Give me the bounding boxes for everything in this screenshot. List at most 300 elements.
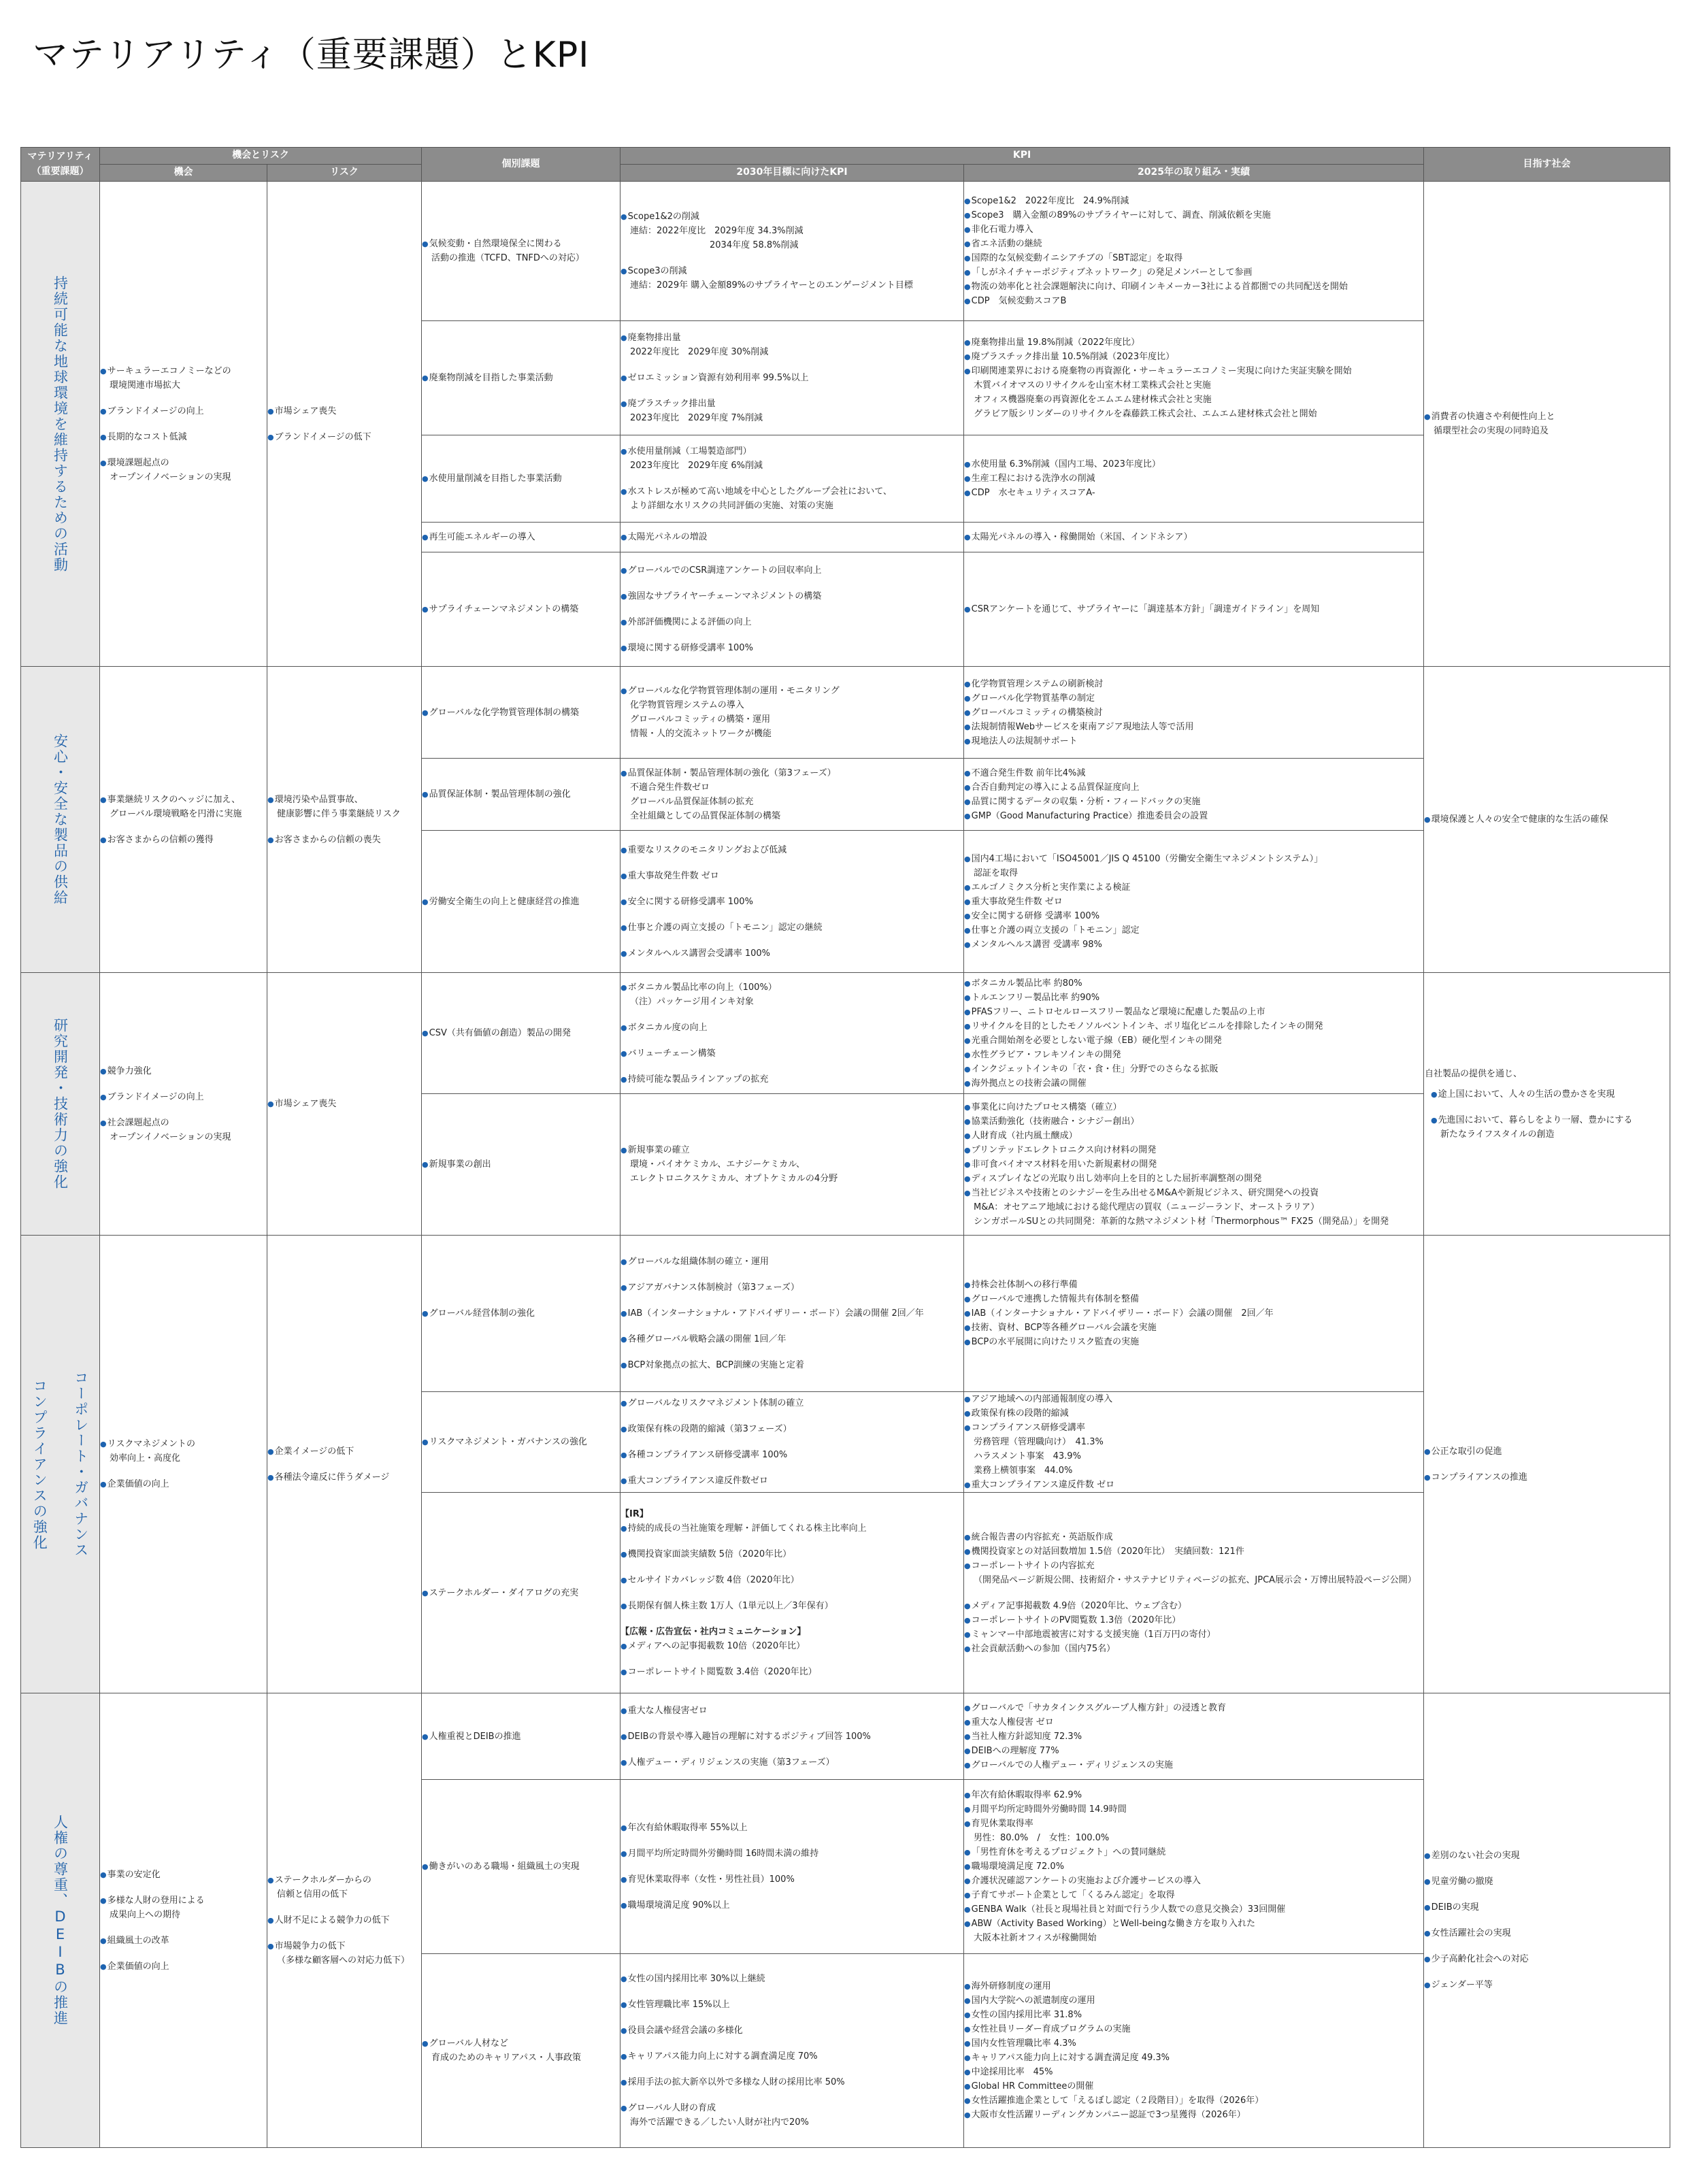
list-item: ● 長期的なコスト低減 <box>100 430 267 444</box>
list-item-subline: 循環型社会の実現の同時追及 <box>1434 426 1549 436</box>
society-cell <box>1424 1693 1670 2148</box>
kpi-2025-cell <box>964 1780 1424 1954</box>
spacer <box>100 1882 267 1893</box>
list-item-subline: シンガポールSUとの共同開発：革新的な熱マネジメント材「Thermorphous™ FX25（開発品）」を開発 <box>974 1217 1389 1227</box>
list-item: ● 政策保有株の段階的縮減 <box>964 1406 1423 1421</box>
kpi-heading-ir: 【IR】 <box>620 1508 648 1519</box>
list-item-subline: 効率向上・高度化 <box>110 1453 181 1463</box>
list-item: ● 水使用量削減を目指した事業活動 <box>422 471 620 486</box>
list-item: ● 光重合開始剤を必要としない電子線（EB）硬化型インキの開発 <box>964 1033 1423 1048</box>
list-item-subline: 不適合発生件数ゼロ <box>630 782 710 793</box>
list-item: ● メディア記事掲載数 4.9倍（2020年比、ウェブ含む） <box>964 1599 1423 1613</box>
kpi-2030-cell <box>620 1693 964 1780</box>
list-item: ● 中途採用比率 45% <box>964 2065 1423 2079</box>
society-cell <box>1424 1236 1670 1693</box>
list-item: ● CSV（共有価値の創造）製品の開発 <box>422 1026 620 1040</box>
list-item: ● 品質保証体制・製品管理体制の強化（第3フェーズ） <box>620 766 963 780</box>
list-item: ● 女性社員リーダー育成プログラムの実施 <box>964 2022 1423 2036</box>
list-item: ● コンプライアンス研修受講率 <box>964 1421 1423 1435</box>
list-item-subline: （注）パッケージ用インキ対象 <box>630 996 754 1007</box>
list-item: ● 現地法人の法規制サポート <box>964 734 1423 748</box>
list-item: ● 国内女性管理職比率 4.3% <box>964 2036 1423 2051</box>
header-kpi-2025: 2025年の取り組み・実績 <box>964 165 1424 182</box>
list-item: ● 当社人権方針認知度 72.3% <box>964 1730 1423 1744</box>
list-item: ● グローバル人財の育成 <box>620 2101 963 2115</box>
list-item-subline: 情報・人的交流ネットワークが機能 <box>630 729 772 739</box>
list-item: ● グローバル経営体制の強化 <box>422 1306 620 1321</box>
spacer <box>100 1466 267 1477</box>
list-item: ● 不適合発生件数 前年比4%減 <box>964 766 1423 780</box>
list-item: ● 廃プラスチック排出量 <box>620 397 963 411</box>
kpi-2025-cell <box>964 1954 1424 2148</box>
kpi-2025-cell <box>964 1094 1424 1236</box>
list-item: ● 海外研修制度の運用 <box>964 1979 1423 1993</box>
spacer <box>100 444 267 456</box>
list-item: ● 多様な人財の登用による <box>100 1893 267 1908</box>
list-item-subline: 木質バイオマスのリサイクルを山室木材工業株式会社と実施 <box>974 380 1211 391</box>
list-item-subline: 業務上横領事案 44.0% <box>974 1466 1073 1476</box>
kpi-2030-cell <box>620 321 964 435</box>
list-item: ● グローバルコミッティの構築検討 <box>964 706 1423 720</box>
list-item: ● 品質に関するデータの収集・分析・フィードバックの実施 <box>964 795 1423 809</box>
list-item: ● 環境汚染や品質事故、 <box>267 793 421 807</box>
spacer <box>100 1922 267 1934</box>
kpi-2025-cell <box>964 1693 1424 1780</box>
kpi-2025-cell <box>964 831 1424 973</box>
list-item: ● ステークホルダーからの <box>267 1873 421 1887</box>
list-item: ● ジェンダー平等 <box>1424 1978 1670 1992</box>
list-item: ● エルゴノミクス分析と実作業による検証 <box>964 880 1423 895</box>
spacer <box>620 883 963 895</box>
spacer <box>620 1462 963 1474</box>
opportunity-cell <box>100 1236 267 1693</box>
list-item: ● ミャンマー中部地震被害に対する支援実施（1百万円の寄付） <box>964 1627 1423 1642</box>
list-item: ● CSRアンケートを通じて、サプライヤーに「調達基本方針」「調達ガイドライン」を周知 <box>964 602 1423 616</box>
kpi-2030-cell <box>620 552 964 667</box>
list-item: ● 「しがネイチャーポジティブネットワーク」の発足メンバーとして参画 <box>964 265 1423 280</box>
spacer <box>620 1561 963 1573</box>
list-item: ● 女性管理職比率 15%以上 <box>620 1998 963 2012</box>
list-item: ● 重大コンプライアンス違反件数ゼロ <box>620 1474 963 1488</box>
issue-cell <box>422 1954 620 2148</box>
materiality-cell <box>21 182 100 667</box>
spacer <box>620 2089 963 2101</box>
list-item: ● 廃棄物削減を目指した事業活動 <box>422 371 620 385</box>
kpi-2030-cell <box>620 973 964 1094</box>
risk-cell <box>267 1693 422 2148</box>
list-item: ● セルサイドカバレッジ数 4倍（2020年比） <box>620 1573 963 1587</box>
list-item: ● 環境課題起点の <box>100 456 267 470</box>
materiality-cell <box>21 1693 100 2148</box>
list-item: ● コーポレートサイトの内容拡充 <box>964 1559 1423 1573</box>
kpi-2030-cell <box>620 523 964 552</box>
list-item: ● 長期保有個人株主数 1万人（1単元以上／3年保有） <box>620 1599 963 1613</box>
risk-cell <box>267 1236 422 1693</box>
list-item: ● コーポレートサイト閲覧数 3.4倍（2020年比） <box>620 1665 963 1679</box>
list-item: ● 育児休業取得率 <box>964 1817 1423 1831</box>
list-item: ● 組織風土の改革 <box>100 1934 267 1948</box>
list-item: ● リスクマネジメント・ガバナンスの強化 <box>422 1435 620 1449</box>
list-item: ● サプライチェーンマネジメントの構築 <box>422 602 620 616</box>
list-item: ● コーポレートサイトのPV閲覧数 1.3倍（2020年比） <box>964 1613 1423 1627</box>
list-item-subline: 2023年度比 2029年度 6%削減 <box>630 461 763 471</box>
list-item: ● 廃プラスチック排出量 10.5%削減（2023年度比） <box>964 350 1423 364</box>
kpi-2025-cell <box>964 552 1424 667</box>
list-item: ● 重大コンプライアンス違反件数 ゼロ <box>964 1478 1423 1492</box>
list-item-subline: 活動の推進（TCFD、TNFDへの対応） <box>431 253 584 263</box>
spacer <box>1424 1966 1670 1978</box>
header-opportunity: 機会 <box>100 165 267 182</box>
list-item: ● 省エネ活動の継続 <box>964 237 1423 251</box>
risk-cell <box>267 667 422 973</box>
list-item: ● 仕事と介護の両立支援の「トモニン」認定 <box>964 923 1423 938</box>
list-item: ● グローバルな組織体制の確立・運用 <box>620 1255 963 1269</box>
list-item: ● 労働安全衛生の向上と健康経営の推進 <box>422 895 620 909</box>
list-item: ● 重大な人権侵害ゼロ <box>620 1704 963 1718</box>
spacer <box>620 1744 963 1755</box>
list-item: ● BCPの水平展開に向けたリスク監査の実施 <box>964 1335 1423 1349</box>
list-item: ● 仕事と介護の両立支援の「トモニン」認定の継続 <box>620 921 963 935</box>
list-item: ● ボタニカル製品比率 約80% <box>964 976 1423 991</box>
opportunity-cell <box>100 182 267 667</box>
list-item: ● 非可食バイオマス材料を用いた新規素材の開発 <box>964 1157 1423 1172</box>
list-item: ● キャリアパス能力向上に対する調査満足度 49.3% <box>964 2051 1423 2065</box>
spacer <box>620 578 963 589</box>
list-item: ● 持続可能な製品ラインアップの拡充 <box>620 1072 963 1087</box>
list-item: ● トルエンフリー製品比率 約90% <box>964 991 1423 1005</box>
header-opp-risk: 機会とリスク <box>100 148 422 165</box>
list-item: ● 各種コンプライアンス研修受講率 100% <box>620 1448 963 1462</box>
list-item: ● コンプライアンスの推進 <box>1424 1470 1670 1485</box>
society-cell <box>1424 667 1670 973</box>
spacer <box>1424 1863 1670 1874</box>
list-item: ● 人財育成（社内風土醸成） <box>964 1129 1423 1143</box>
list-item: ● 物流の効率化と社会課題解決に向け、印刷インキメーカー3社による首都圏での共同配送を開始 <box>964 280 1423 294</box>
header-issue: 個別課題 <box>422 148 620 182</box>
spacer <box>620 385 963 397</box>
list-item: ● 強固なサプライヤーチェーンマネジメントの構築 <box>620 589 963 603</box>
list-item: ● メンタルヘルス講習会受講率 100% <box>620 946 963 961</box>
spacer <box>1424 1915 1670 1926</box>
list-item: ● 海外拠点との技術会議の開催 <box>964 1076 1423 1091</box>
list-item: ● 女性の国内採用比率 30%以上継続 <box>620 1972 963 1986</box>
spacer <box>620 359 963 371</box>
kpi-2030-cell <box>620 667 964 759</box>
materiality-label: コーポレート・ガバナンス <box>72 1370 89 1558</box>
list-item-subline: 認証を取得 <box>974 867 1019 878</box>
list-item: ● 育児休業取得率（女性・男性社員）100% <box>620 1872 963 1887</box>
list-item: ● 環境に関する研修受講率 100% <box>620 641 963 655</box>
spacer <box>620 1436 963 1448</box>
list-item: ● サーキュラーエコノミーなどの <box>100 364 267 378</box>
list-item: ● Scope3 購入金額の89%のサプライヤーに対して、調査、削減依頼を実施 <box>964 208 1423 222</box>
list-item: ● 少子高齢化社会への対応 <box>1424 1952 1670 1966</box>
list-item: ● グローバルでのCSR調達アンケートの回収率向上 <box>620 563 963 578</box>
kpi-2025-cell <box>964 1392 1424 1493</box>
list-item: ● メディアへの記事掲載数 10倍（2020年比） <box>620 1639 963 1653</box>
list-item: ● 途上国において、人々の生活の豊かさを実現 <box>1431 1087 1670 1102</box>
society-list <box>1424 1087 1670 1142</box>
list-item-subline: グローバル品質保証体制の拡充 <box>630 796 754 807</box>
list-item: ● リサイクルを目的としたモノソルベントインキ、ポリ塩化ビニルを排除したインキの開発 <box>964 1019 1423 1033</box>
list-item-subline: 健康影響に伴う事業継続リスク <box>277 808 401 819</box>
list-item: ● 太陽光パネルの導入・稼働開始（米国、インドネシア） <box>964 530 1423 544</box>
list-item: ● 法規制情報Webサービスを東南アジア現地法人等で活用 <box>964 720 1423 734</box>
list-item: ● 大阪市女性活躍リーディングカンパニー認証で3つ星獲得（2026年） <box>964 2108 1423 2122</box>
materiality-cell <box>21 1236 100 1693</box>
list-item: ● 化学物質管理システムの刷新検討 <box>964 677 1423 691</box>
spacer <box>620 909 963 921</box>
list-item-subline: オフィス機器廃棄の再資源化をエムエム建材株式会社と実施 <box>974 394 1212 405</box>
list-item: ● 水ストレスが極めて高い地域を中心としたグループ会社において、 <box>620 484 963 499</box>
list-item: ● 消費者の快適さや利便性向上と <box>1424 410 1670 424</box>
table-row <box>21 667 1670 759</box>
list-item: ● お客さまからの信頼の喪失 <box>267 833 421 847</box>
list-item-subline: 化学物質管理システムの導入 <box>630 700 744 710</box>
list-item-subline: M&A：オセアニア地域における総代理店の買収（ニュージーランド、オーストラリア） <box>974 1202 1320 1212</box>
list-item: ● ABW（Activity Based Working）とWell-beingな働き方を取り入れた <box>964 1917 1423 1931</box>
list-item: ● 人権デュー・ディリジェンスの実施（第3フェーズ） <box>620 1755 963 1770</box>
list-item: ● 年次有給休暇取得率 62.9% <box>964 1788 1423 1802</box>
materiality-cell <box>21 973 100 1236</box>
kpi-2025-cell <box>964 435 1424 523</box>
list-item: ● 子育てサポート企業として「くるみん認定」を取得 <box>964 1888 1423 1902</box>
kpi-2030-cell <box>620 1236 964 1392</box>
list-item: ● 競争力強化 <box>100 1064 267 1078</box>
list-item: ● IAB（インターナショナル・アドバイザリー・ボード）会議の開催 2回／年 <box>620 1306 963 1321</box>
issue-cell <box>422 973 620 1094</box>
list-item: ● 女性の国内採用比率 31.8% <box>964 2008 1423 2022</box>
spacer <box>620 935 963 946</box>
list-item: ● 生産工程における洗浄水の削減 <box>964 471 1423 486</box>
spacer <box>620 629 963 641</box>
kpi-2025-cell <box>964 667 1424 759</box>
spacer <box>620 1835 963 1847</box>
list-item: ● 月間平均所定時間外労働時間 14.9時間 <box>964 1802 1423 1817</box>
list-item: ● ディスプレイなどの光取り出し効率向上を目的とした屈折率調整剤の開発 <box>964 1172 1423 1186</box>
spacer <box>100 1948 267 1959</box>
list-item: ● 機関投資家面談実績数 5倍（2020年比） <box>620 1547 963 1561</box>
issue-cell <box>422 1392 620 1493</box>
kpi-2030-cell <box>620 1493 964 1693</box>
list-item: ● DEIBの実現 <box>1424 1900 1670 1915</box>
spacer <box>964 1587 1423 1599</box>
issue-cell <box>422 1780 620 1954</box>
list-item: ● 市場シェア喪失 <box>267 404 421 418</box>
list-item: ● 水使用量削減（工場製造部門） <box>620 444 963 459</box>
society-cell <box>1424 973 1670 1236</box>
list-item: ● 重大事故発生件数 ゼロ <box>620 869 963 883</box>
kpi-2025-cell <box>964 1236 1424 1392</box>
kpi-2030-cell <box>620 182 964 321</box>
list-item: ● ボタニカル製品比率の向上（100%） <box>620 980 963 995</box>
list-item: ● 各種グローバル戦略会議の開催 1回／年 <box>620 1332 963 1346</box>
list-item: ● 先進国において、暮らしをより一層、豊かにする <box>1431 1113 1670 1127</box>
society-intro: 自社製品の提供を通じ、 <box>1425 1068 1523 1079</box>
opportunity-cell <box>100 667 267 973</box>
list-item: ● 協業活動強化（技術融合・シナジー創出） <box>964 1114 1423 1129</box>
list-item: ● 介護状況確認アンケートの実施および介護サービスの導入 <box>964 1874 1423 1888</box>
list-item-subline: エレクトロニクスケミカル、オプトケミカルの4分野 <box>630 1174 838 1184</box>
spacer <box>1424 1081 1670 1087</box>
list-item: ● 水性グラビア・フレキソインキの開発 <box>964 1048 1423 1062</box>
list-item: ● 気候変動・自然環境保全に関わる <box>422 237 620 251</box>
list-item: ● 採用手法の拡大新卒以外で多様な人財の採用比率 50% <box>620 2075 963 2089</box>
list-item-subline: オープンイノベーションの実現 <box>110 1131 231 1142</box>
spacer <box>620 1346 963 1358</box>
page-title: マテリアリティ（重要課題）とKPI <box>33 35 590 76</box>
list-item: ● 社会貢献活動への参加（国内75名） <box>964 1642 1423 1656</box>
list-item: ● GMP（Good Manufacturing Practice）推進委員会の設置 <box>964 809 1423 823</box>
list-item: ● CDP 気候変動スコアB <box>964 294 1423 308</box>
issue-cell <box>422 667 620 759</box>
issue-cell <box>422 1693 620 1780</box>
materiality-cell <box>21 667 100 973</box>
list-item: ● リスクマネジメントの <box>100 1437 267 1451</box>
list-item: ● 品質保証体制・製品管理体制の強化 <box>422 787 620 801</box>
list-item: ● 児童労働の撤廃 <box>1424 1874 1670 1889</box>
list-item: ● 年次有給休暇取得率 55%以上 <box>620 1821 963 1835</box>
list-item: ● 事業継続リスクのヘッジに加え、 <box>100 793 267 807</box>
list-item: ● ボタニカル度の向上 <box>620 1021 963 1035</box>
list-item-subline: オープンイノベーションの実現 <box>110 471 231 482</box>
society-cell <box>1424 182 1670 667</box>
list-item: ● DEIBの背景や導入趣旨の理解に対するポジティブ回答 100% <box>620 1730 963 1744</box>
list-item-subline: 信頼と信用の低下 <box>277 1889 348 1900</box>
list-item: ● 安全に関する研修受講率 100% <box>620 895 963 909</box>
list-item-subline: 2022年度比 2029年度 30%削減 <box>630 347 769 357</box>
list-item-subline: 成果向上への期待 <box>110 1909 181 1920</box>
list-item-subline: 大阪本社新オフィスが稼働開始 <box>974 1933 1097 1943</box>
materiality-label: 人権の尊重、DEIBの推進 <box>52 1815 69 2026</box>
table-row <box>21 1693 1670 1780</box>
list-item: ● 当社ビジネスや技術とのシナジーを生み出せるM&Aや新規ビジネス、研究開発への投資 <box>964 1186 1423 1200</box>
materiality-label: 研究開発・技術力の強化 <box>52 1018 69 1190</box>
list-item: ● 廃棄物排出量 <box>620 331 963 345</box>
spacer <box>1424 1889 1670 1900</box>
list-item: ● 太陽光パネルの増設 <box>620 530 963 544</box>
spacer <box>100 1078 267 1090</box>
list-item-subline: グローバル環境戦略を円滑に実施 <box>110 808 242 819</box>
spacer <box>100 393 267 404</box>
list-item: ● グローバル人材など <box>422 2036 620 2051</box>
kpi-heading-pr: 【広報・広告宣伝・社内コミュニケーション】 <box>620 1626 806 1637</box>
list-item: ● 重大な人権侵害 ゼロ <box>964 1715 1423 1730</box>
list-item: ● Global HR Committeeの開催 <box>964 2079 1423 2094</box>
list-item: ● 重大事故発生件数 ゼロ <box>964 895 1423 909</box>
issue-cell <box>422 321 620 435</box>
kpi-2025-cell <box>964 523 1424 552</box>
list-item: ● 働きがいのある職場・組織風土の実現 <box>422 1859 620 1874</box>
spacer <box>620 603 963 615</box>
list-item: ● 職場環境満足度 90%以上 <box>620 1898 963 1913</box>
issue-cell <box>422 1493 620 1693</box>
list-item: ● グローバル化学物質基準の制定 <box>964 691 1423 706</box>
list-item-subline: 育成のためのキャリアパス・人事政策 <box>431 2053 581 2063</box>
list-item: ● 廃棄物排出量 19.8%削減（2022年度比） <box>964 335 1423 350</box>
header-society: 目指す社会 <box>1424 148 1670 182</box>
issue-cell <box>422 1094 620 1236</box>
spacer <box>620 1986 963 1998</box>
list-item: ● 持株会社体制への移行準備 <box>964 1278 1423 1292</box>
spacer <box>620 2012 963 2023</box>
list-item: ● 国際的な気候変動イニシアチブの「SBT認定」を取得 <box>964 251 1423 265</box>
list-item-subline: ハラスメント事案 43.9% <box>974 1451 1081 1461</box>
table-row <box>21 973 1670 1094</box>
list-item: ● 企業イメージの低下 <box>267 1444 421 1459</box>
spacer <box>1431 1102 1670 1113</box>
spacer <box>620 252 963 264</box>
list-item: ● グローバルな化学物質管理体制の構築 <box>422 706 620 720</box>
list-item: ● 環境保護と人々の安全で健康的な生活の確保 <box>1424 812 1670 827</box>
kpi-2030-cell <box>620 1780 964 1954</box>
spacer <box>620 1321 963 1332</box>
list-item: ● グローバルでの人権デュー・ディリジェンスの実施 <box>964 1758 1423 1772</box>
spacer <box>267 821 421 833</box>
list-item: ● CDP 水セキュリティスコアA- <box>964 486 1423 500</box>
spacer <box>620 1035 963 1046</box>
list-item: ● 水使用量 6.3%削減（国内工場、2023年度比） <box>964 457 1423 471</box>
issue-cell <box>422 435 620 523</box>
list-item: ● 統合報告書の内容拡充・英語版作成 <box>964 1530 1423 1544</box>
list-item: ● グローバルなリスクマネジメント体制の確立 <box>620 1396 963 1410</box>
list-item: ● 企業価値の向上 <box>100 1959 267 1974</box>
list-item: ● グローバルで連携した情報共有体制を整備 <box>964 1292 1423 1306</box>
list-item: ● 国内4工場において「ISO45001／JIS Q 45100（労働安全衛生マネジメントシステム）」 <box>964 852 1423 866</box>
list-item-subline: 新たなライフスタイルの創造 <box>1440 1129 1555 1140</box>
list-item: ● プリンテッドエレクトロニクス向け材料の開発 <box>964 1143 1423 1157</box>
list-item-subline: 連結：2029年 購入金額89%のサプライヤーとのエンゲージメント目標 <box>630 280 913 291</box>
list-item: ● Scope1&2 2022年度比 24.9%削減 <box>964 194 1423 208</box>
kpi-2025-cell <box>964 1493 1424 1693</box>
list-item: ● Scope3の削減 <box>620 264 963 278</box>
spacer <box>620 1410 963 1422</box>
spacer <box>620 857 963 869</box>
list-item-subline: グローバルコミッティの構築・運用 <box>630 714 771 725</box>
kpi-2025-cell <box>964 973 1424 1094</box>
list-item: ● 非化石電力導入 <box>964 222 1423 237</box>
kpi-2025-cell <box>964 321 1424 435</box>
list-item: ● 月間平均所定時間外労働時間 16時間未満の維持 <box>620 1847 963 1861</box>
list-item-subline: 男性：80.0% / 女性：100.0% <box>974 1833 1110 1843</box>
header-kpi-2030: 2030年目標に向けたKPI <box>620 165 964 182</box>
spacer <box>620 1887 963 1898</box>
list-item: ● 女性活躍推進企業として「えるぼし認定（２段階目）」を取得（2026年） <box>964 2094 1423 2108</box>
spacer <box>267 418 421 430</box>
list-item: ● 企業価値の向上 <box>100 1477 267 1491</box>
list-item: ● 各種法令違反に伴うダメージ <box>267 1470 421 1485</box>
list-item-subline: 2034年度 58.8%削減 <box>630 240 799 250</box>
header-risk: リスク <box>267 165 422 182</box>
materiality-label: 安心・安全な製品の供給 <box>52 733 69 906</box>
list-item: ● 国内大学院への派遣制度の運用 <box>964 1993 1423 2008</box>
spacer <box>620 1061 963 1072</box>
list-item: ● 役員会議や経営会議の多様化 <box>620 2023 963 2038</box>
list-item: ● メンタルヘルス講習 受講率 98% <box>964 938 1423 952</box>
table-row <box>21 182 1670 321</box>
spacer <box>620 1269 963 1280</box>
spacer <box>620 1718 963 1730</box>
list-item-subline: 2023年度比 2029年度 7%削減 <box>630 413 763 423</box>
list-item: ● アジア地域への内部通報制度の導入 <box>964 1392 1423 1406</box>
kpi-2030-cell <box>620 831 964 973</box>
list-item: ● 新規事業の創出 <box>422 1157 620 1172</box>
spacer <box>1424 1459 1670 1470</box>
list-item-subline: 海外で活躍できる／したい人財が社内で20% <box>630 2117 809 2128</box>
list-item: ● 市場シェア喪失 <box>267 1097 421 1111</box>
list-item: ● 事業化に向けたプロセス構築（確立） <box>964 1100 1423 1114</box>
list-item: ● 機関投資家との対話回数増加 1.5倍（2020年比） 実績回数：121件 <box>964 1544 1423 1559</box>
